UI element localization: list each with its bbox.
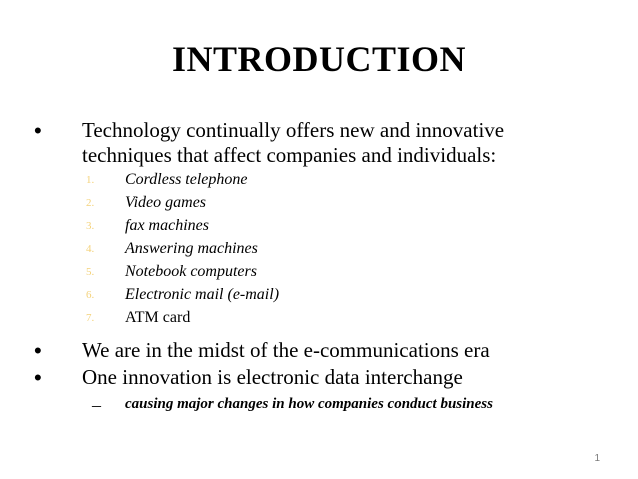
bullet-marker: • [34,365,42,390]
bullet-marker: • [34,118,42,143]
list-label: Answering machines [125,240,258,257]
list-number: 7. [86,312,95,324]
dash-marker: – [92,395,101,415]
list-label: fax machines [125,217,209,234]
list-number: 6. [86,289,95,301]
list-number: 3. [86,220,95,232]
list-label: ATM card [125,309,191,326]
list-label: Cordless telephone [125,171,248,188]
list-number: 5. [86,266,95,278]
bullet-text-line: One innovation is electronic data interchange [82,365,463,389]
bullet-text-line: techniques that affect companies and individuals: [82,143,497,167]
bullet-marker: • [34,338,42,363]
list-label: Electronic mail (e-mail) [125,286,280,303]
list-number: 4. [86,243,95,255]
list-number: 2. [86,197,95,209]
page-number: 1 [594,453,600,464]
bullet-text-line: We are in the midst of the e-communications era [82,338,490,362]
sub-bullet-text: causing major changes in how companies conduct business [125,396,493,412]
list-number: 1. [86,174,95,186]
list-label: Video games [125,194,207,211]
slide-title: INTRODUCTION [171,39,467,79]
list-label: Notebook computers [125,263,257,280]
bullet-text-line: Technology continually offers new and innovative [82,118,505,142]
